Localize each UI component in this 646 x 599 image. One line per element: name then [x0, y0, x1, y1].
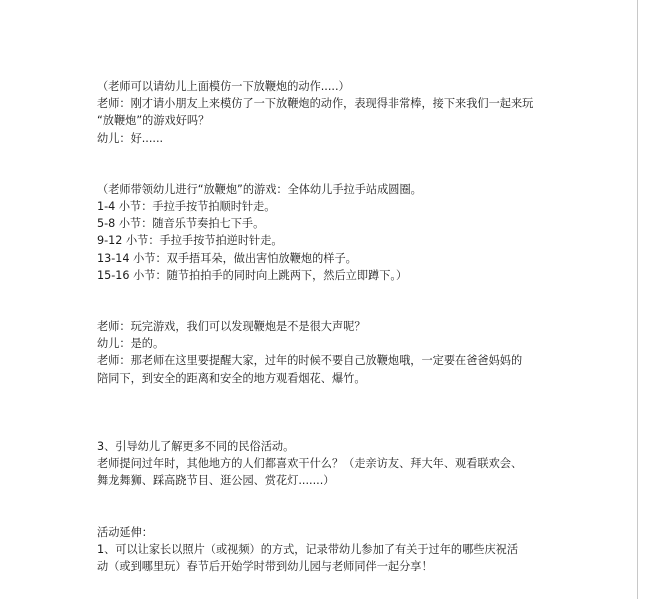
section-3-heading: 3、引导幼儿了解更多不同的民俗活动。: [97, 440, 295, 454]
teacher-line-invite: 老师：刚才请小朋友上来模仿了一下放鞭炮的动作，表现得非常棒，接下来我们一起来玩: [97, 97, 534, 111]
paragraph-gap: [97, 147, 577, 181]
child-reply-yes: 幼儿：是的。: [97, 337, 165, 351]
teacher-question-customs-cont: 舞龙舞狮、踩高跷节目、逛公园、赏花灯.......）: [97, 474, 335, 488]
teacher-line-loud: 老师：玩完游戏，我们可以发现鞭炮是不是很大声呢？: [97, 320, 366, 334]
child-reply-ok: 幼儿：好......: [97, 131, 164, 145]
extension-item-1-cont: 动（或到哪里玩）春节后开始学时带到幼儿园与老师同伴一起分享！: [97, 560, 433, 574]
paragraph-gap: [97, 387, 577, 421]
paragraph-gap: [97, 421, 577, 438]
game-instruction: （老师带领幼儿进行“放鞭炮”的游戏：全体幼儿手拉手站成圆圈。: [97, 182, 422, 196]
extension-heading: 活动延伸：: [97, 525, 153, 539]
paragraph-gap: [97, 490, 577, 524]
page-edge-line: [637, 0, 638, 599]
document-body: [97, 78, 577, 575]
bars-13-14: 13-14 小节：双手捂耳朵，做出害怕放鞭炮的样子。: [97, 251, 357, 265]
paragraph-gap: [97, 284, 577, 318]
extension-item-1: 1、可以让家长以照片（或视频）的方式，记录带幼儿参加了有关于过年的哪些庆祝活: [97, 542, 519, 556]
stage-direction-imitate: （老师可以请幼儿上面模仿一下放鞭炮的动作.....）: [97, 80, 350, 93]
teacher-line-invite-cont: “放鞭炮”的游戏好吗？: [97, 114, 210, 128]
bars-9-12: 9-12 小节：手拉手按节拍逆时针走。: [97, 234, 283, 248]
bars-15-16: 15-16 小节：随节拍拍手的同时向上跳两下，然后立即蹲下。）: [97, 268, 408, 282]
teacher-question-customs: 老师提问过年时，其他地方的人们都喜欢干什么？（走亲访友、拜大年、观看联欢会、: [97, 457, 523, 471]
teacher-line-safety-cont: 陪同下，到安全的距离和安全的地方观看烟花、爆竹。: [97, 371, 366, 385]
teacher-line-safety: 老师：那老师在这里要提醒大家，过年的时候不要自己放鞭炮哦，一定要在爸爸妈妈的: [97, 354, 523, 368]
bars-1-4: 1-4 小节：手拉手按节拍顺时针走。: [97, 200, 276, 214]
bars-5-8: 5-8 小节：随音乐节奏拍七下手。: [97, 217, 265, 231]
